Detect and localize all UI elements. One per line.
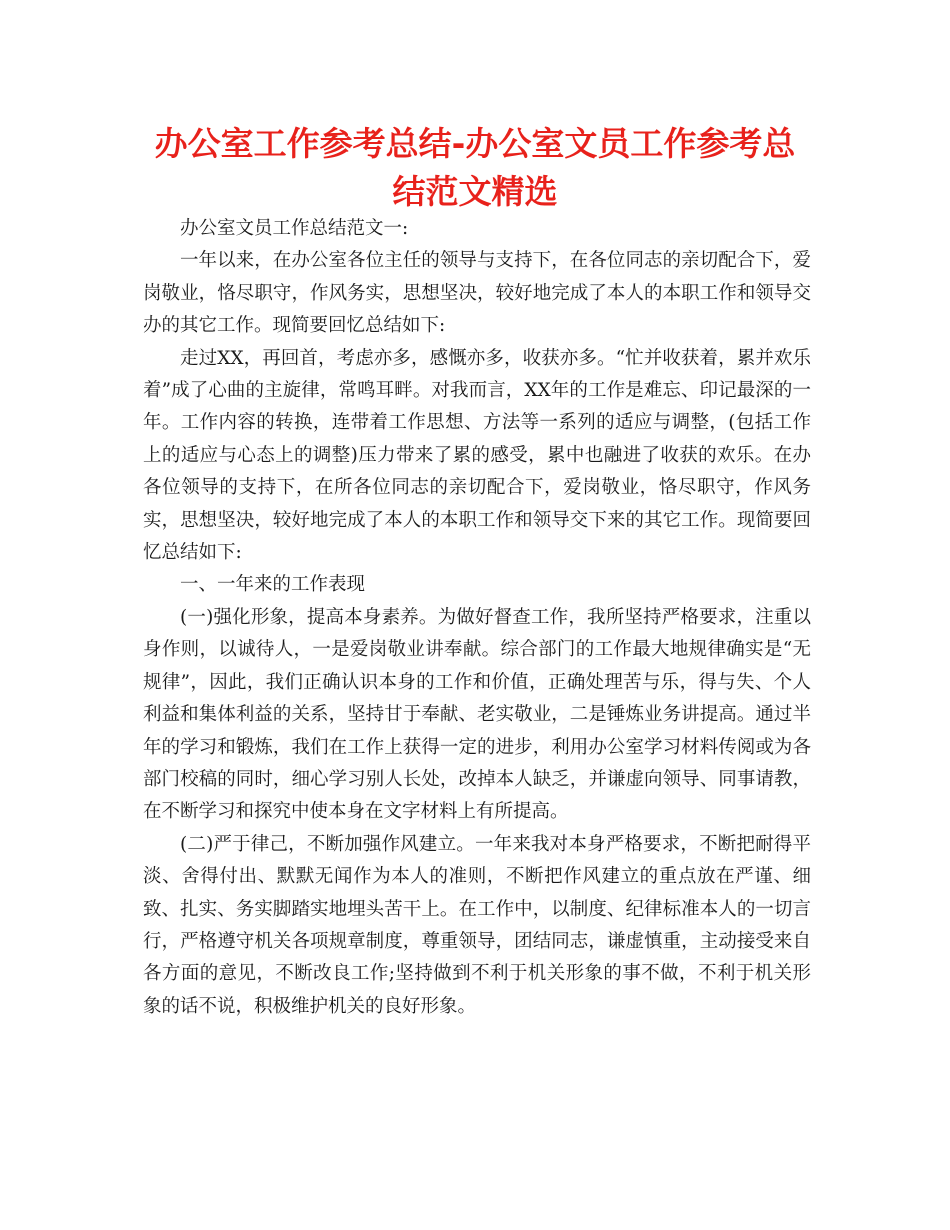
section-heading: 一、一年来的工作表现: [180, 574, 366, 596]
paragraph: (二)严于律己，不断加强作风建立。一年来我对本身严格要求，不断把耐得平淡、舍得付出、默默无闻作为本人的准则，不断把作风建立的重点放在严谨、细致、扎实、务实脚踏实地埋头苦干上。在工作中，以制度、纪律标准本人的一切言行，严格遵守机关各项规章制度，尊重领导，团结同志，谦虚慎重，主动接受来自各方面的意见，不断改良工作;坚持做到不利于机关形象的事不做，不利于机关形象的话不说，积极维护机关的良好形象。: [143, 833, 811, 1017]
paragraph-intro-heading: 办公室文员工作总结范文一:: [180, 218, 409, 239]
paragraph: 一年以来，在办公室各位主任的领导与支持下，在各位同志的亲切配合下，爱岗敬业，恪尽职守，作风务实，思想坚决，较好地完成了本人的本职工作和领导交办的其它工作。现简要回忆总结如下:: [143, 250, 811, 337]
paragraph: 走过XX，再回首，考虑亦多，感慨亦多，收获亦多。“忙并收获着，累并欢乐着”成了心曲的主旋律，常鸣耳畔。对我而言，XX年的工作是难忘、印记最深的一年。工作内容的转换，连带着工作思想、方法等一系列的适应与调整，(包括工作上的适应与心态上的调整)压力带来了累的感受，累中也融进了收获的欢乐。在办各位领导的支持下，在所各位同志的亲切配合下，爱岗敬业，恪尽职守，作风务实，思想坚决，较好地完成了本人的本职工作和领导交下来的其它工作。现简要回忆总结如下:: [143, 347, 811, 564]
paragraph: (一)强化形象，提高本身素养。为做好督查工作，我所坚持严格要求，注重以身作则，以诚待人，一是爱岗敬业讲奉献。综合部门的工作最大地规律确实是“无规律”，因此，我们正确认识本身的工作和价值，正确处理苦与乐，得与失、个人利益和集体利益的关系，坚持甘于奉献、老实敬业，二是锤炼业务讲提高。通过半年的学习和锻炼，我们在工作上获得一定的进步，利用办公室学习材料传阅或为各部门校稿的同时，细心学习别人长处，改掉本人缺乏，并谦虚向领导、同事请教，在不断学习和探究中使本身在文字材料上有所提高。: [143, 606, 811, 823]
document-body: [143, 213, 811, 1023]
document-title: 办公室工作参考总结-办公室文员工作参考总结范文精选: [154, 124, 796, 211]
